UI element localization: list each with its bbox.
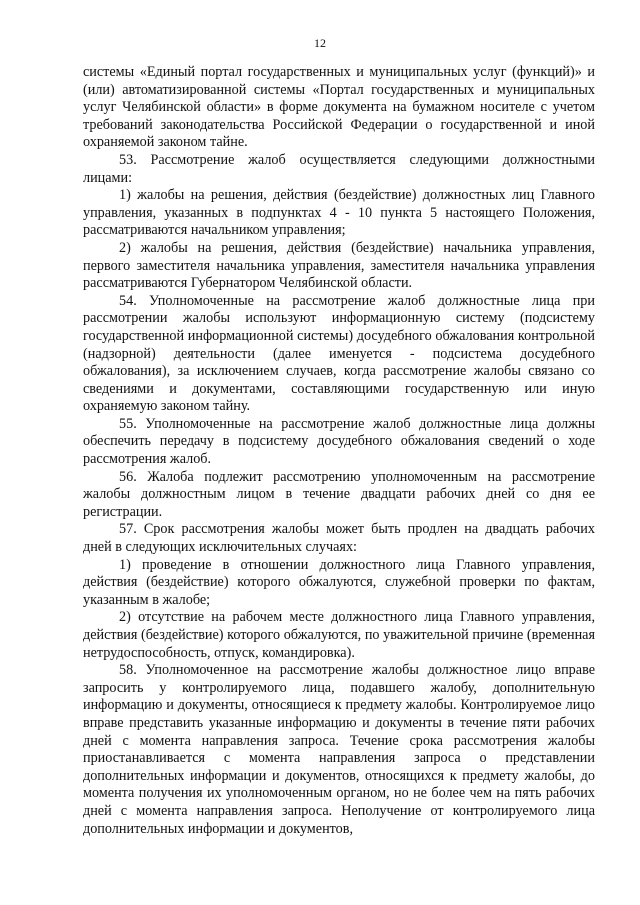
page-number: 12 [314, 36, 326, 50]
paragraph-57: 57. Срок рассмотрения жалобы может быть продлен на двадцать рабочих дней в следующих исключительных случаях: [83, 521, 595, 556]
paragraph-55: 55. Уполномоченные на рассмотрение жалоб должностные лица должны обеспечить передачу в подсистему досудебного обжалования сведений о ходе рассмотрения жалоб. [83, 415, 595, 468]
paragraph-54: 54. Уполномоченные на рассмотрение жалоб должностные лица при рассмотрении жалобы используют информационную систему (подсистему государственной информационной системы) досудебного обжалования контрольной (надзорной) деятельности (далее именуется - подсистема досудебного обжалования), за исключением случаев, когда рассмотрение жалобы связано со сведениями и документами, составляющими государственную или иную охраняемую законом тайну. [83, 292, 595, 415]
paragraph-57-item-2: 2) отсутствие на рабочем месте должностного лица Главного управления, действия (бездействие) которого обжалуются, по уважительной причине (временная нетрудоспособность, отпуск, командировка). [83, 609, 595, 661]
paragraph-53-item-2: 2) жалобы на решения, действия (бездействие) начальника управления, первого заместителя начальника управления, заместителя начальника управления рассматриваются Губернатором Челябинской области. [83, 239, 595, 292]
paragraph-continuation: системы «Единый портал государственных и муниципальных услуг (функций)» и (или) автоматизированной системы «Портал государственных и муниципальных услуг Челябинской области» в форме документа на бумажном носителе с учетом требований законодательства Российской Федерации о государственной и иной охраняемой законом тайне. [83, 64, 595, 151]
paragraph-58: 58. Уполномоченное на рассмотрение жалобы должностное лицо вправе запросить у контролируемого лица, подавшего жалобу, дополнительную информацию и документы, относящиеся к предмету жалобы. Контролируемое лицо вправе представить указанные информацию и документы в течение пяти рабочих дней с момента направления запроса. Течение срока рассмотрения жалобы приостанавливается с момента направления запроса о представлении дополнительных информации и документов, относящихся к предмету жалобы, до момента получения их уполномоченным органом, но не более чем на пять рабочих дней с момента направления запроса. Неполучение от контролируемого лица дополнительных информации и документов, [83, 662, 595, 837]
paragraph-53-item-1: 1) жалобы на решения, действия (бездействие) должностных лиц Главного управления, указанных в подпунктах 4 - 10 пункта 5 настоящего Положения, рассматриваются начальником управления; [83, 187, 595, 239]
paragraph-53: 53. Рассмотрение жалоб осуществляется следующими должностными лицами: [83, 151, 595, 186]
paragraph-57-item-1: 1) проведение в отношении должностного лица Главного управления, действия (бездействие) которого обжалуются, служебной проверки по фактам, указанным в жалобе; [83, 556, 595, 608]
paragraph-56: 56. Жалоба подлежит рассмотрению уполномоченным на рассмотрение жалобы должностным лицом в течение двадцати рабочих дней со дня ее регистрации. [83, 468, 595, 520]
document-body [83, 64, 595, 838]
